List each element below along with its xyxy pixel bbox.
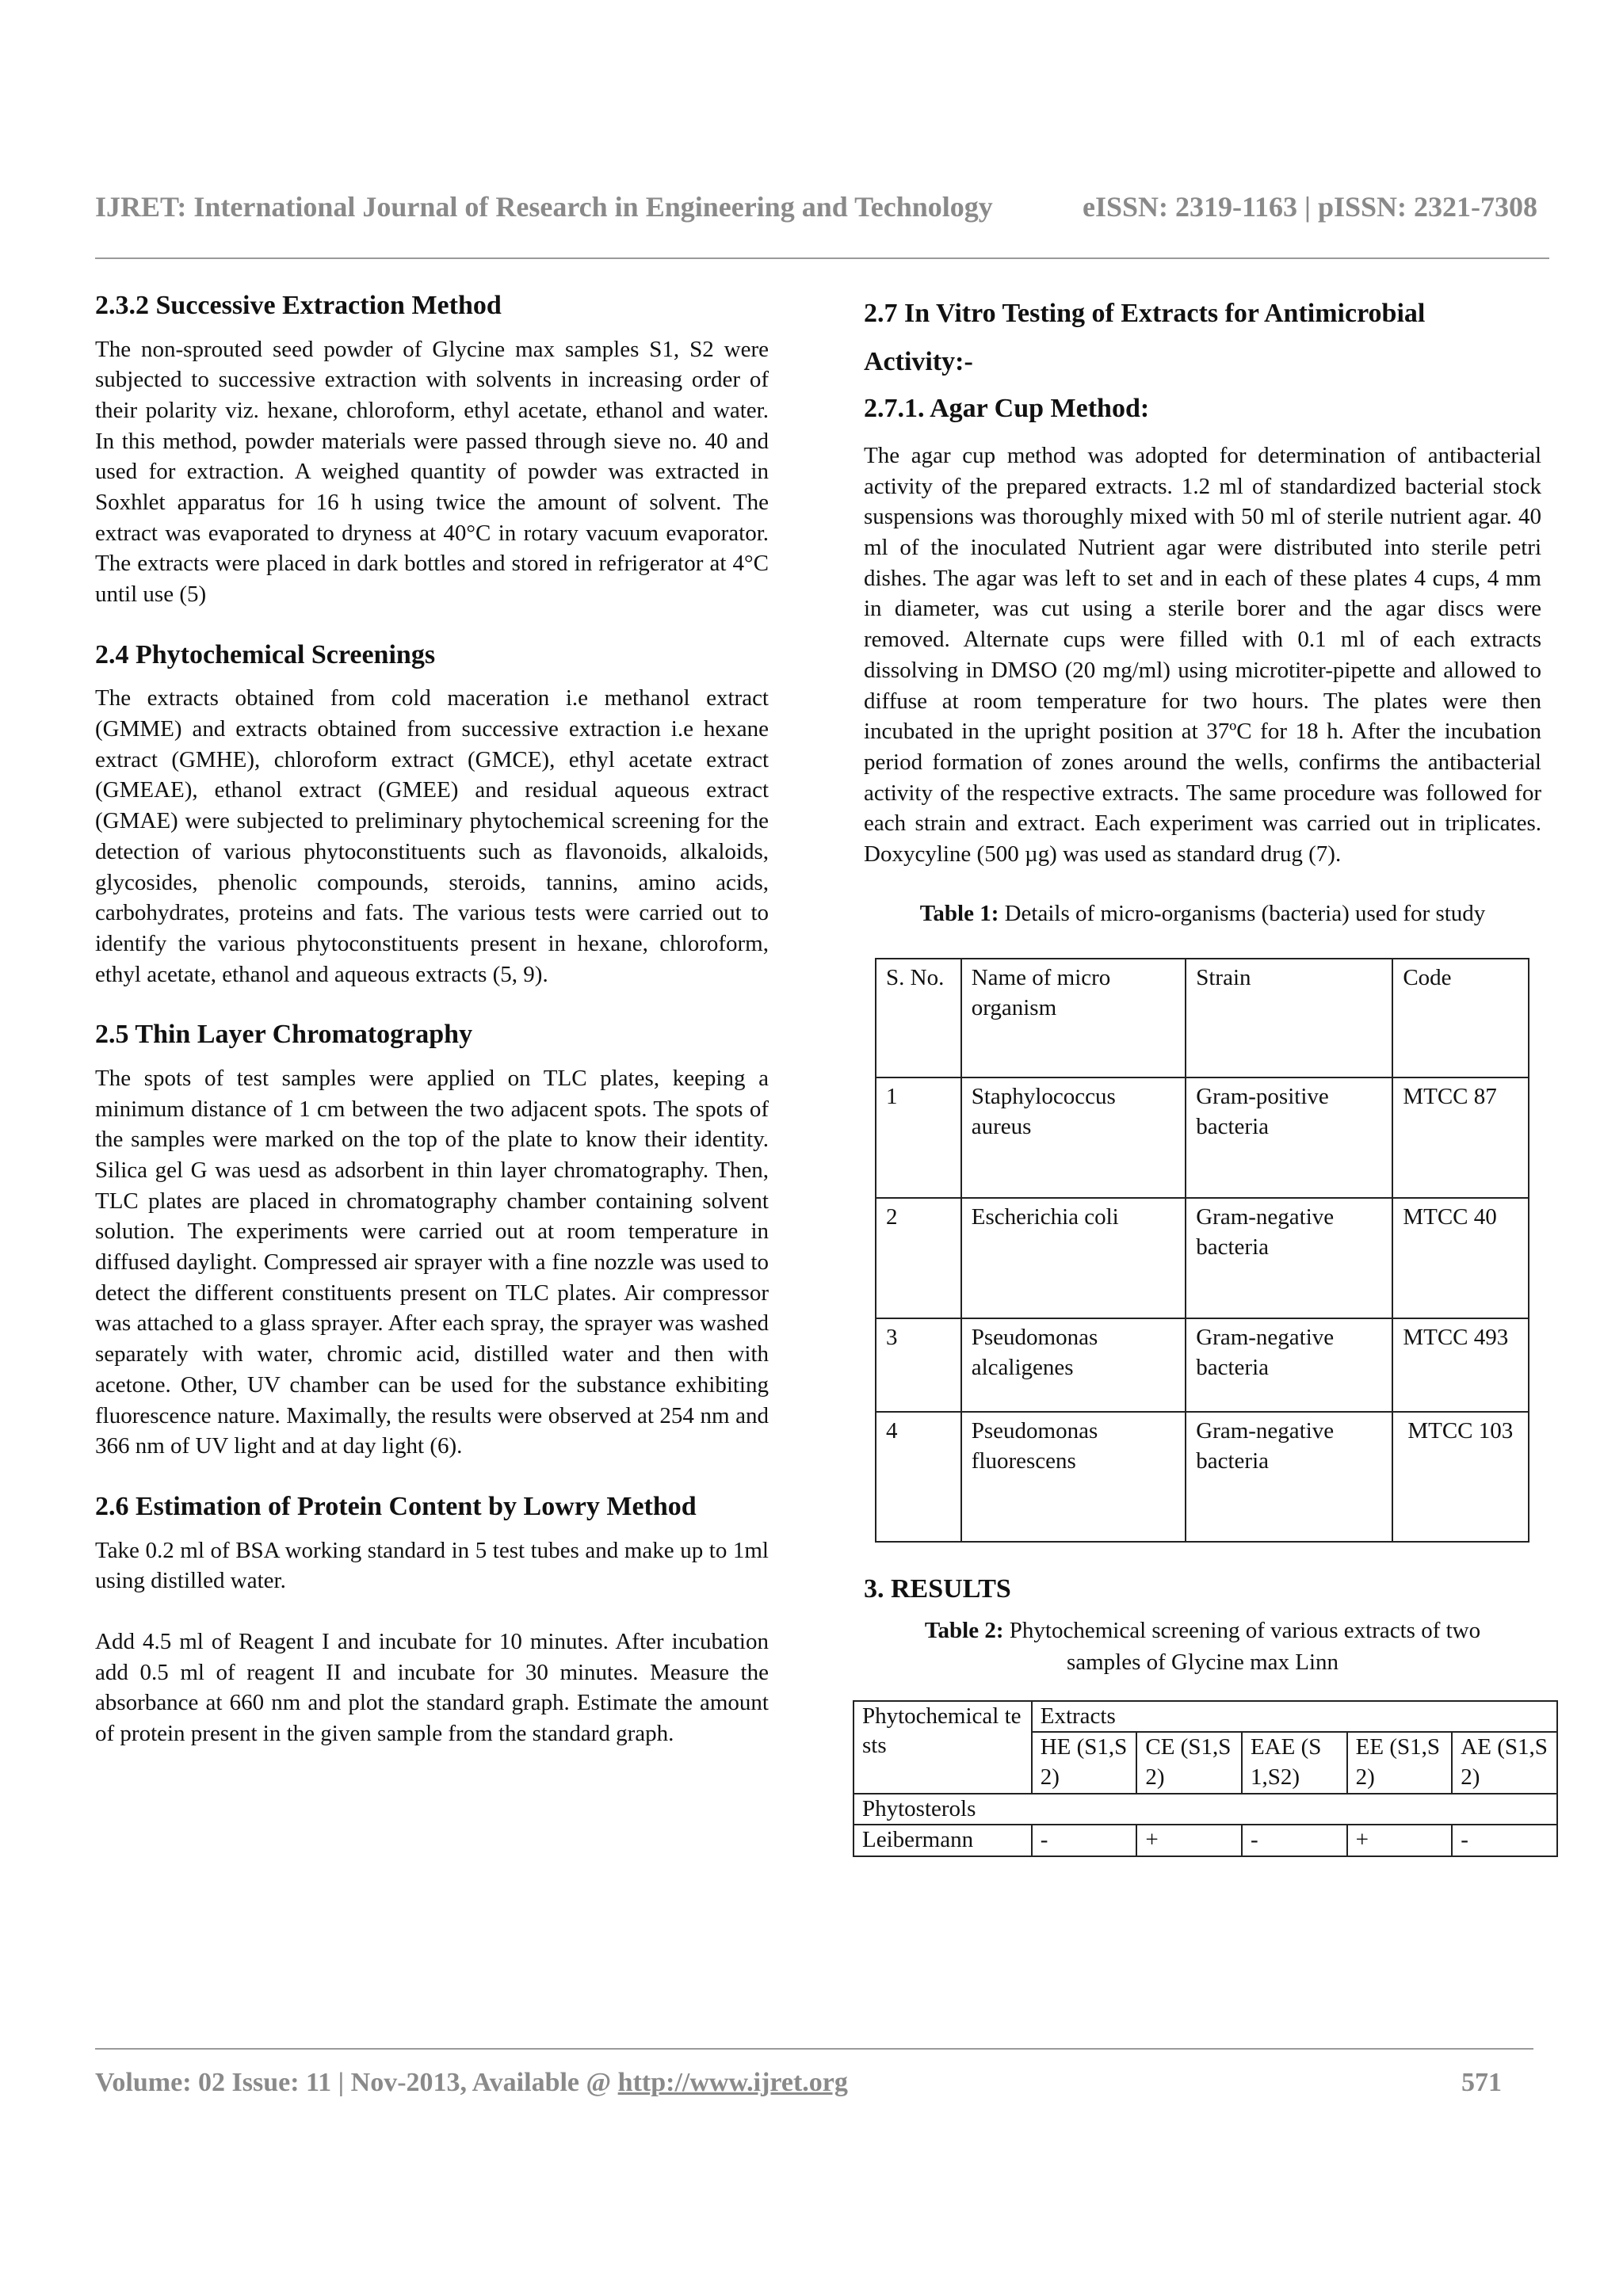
table-cell: Name of micro organism bbox=[961, 959, 1186, 1077]
table-cell: 3 bbox=[876, 1318, 961, 1412]
table-cell: - bbox=[1242, 1825, 1347, 1856]
table-cell: Phytosterols bbox=[854, 1794, 1557, 1825]
section-2-4-body: The extracts obtained from cold maceration i.e methanol extract (GMME) and extracts obtained from successive extraction i.e hexane extract (GMHE), chloroform extract (GMCE), ethyl acetate extract (GMEAE), ethanol extract (GMEE) and residual aqueous extract (GMAE) were subjected to preliminary phytochemical screening for the detection of various phytoconstituents such as flavonoids, alkaloids, glycosides, phenolic compounds, steroids, tannins, amino acids, carbohydrates, proteins and fats. The various tests were carried out to identify the various phytoconstituents present in hexane, chloroform, ethyl acetate, ethanol and aqueous extracts (5, 9). bbox=[95, 685, 769, 987]
table-cell: Leibermann bbox=[854, 1825, 1032, 1856]
section-2-6-title: 2.6 Estimation of Protein Content by Lowry Method bbox=[95, 1492, 697, 1521]
table-cell: Gram-negative bacteria bbox=[1186, 1412, 1392, 1542]
section-2-4-title: 2.4 Phytochemical Screenings bbox=[95, 639, 436, 669]
table-cell: + bbox=[1347, 1825, 1453, 1856]
table-1-caption: Table 1: Details of micro-organisms (bacteria) used for study bbox=[919, 900, 1486, 926]
table-row bbox=[876, 1412, 1529, 1542]
table-cell: Pseudomonas fluorescens bbox=[961, 1412, 1186, 1542]
table-cell: Escherichia coli bbox=[961, 1198, 1186, 1318]
table-1 bbox=[875, 958, 1529, 1543]
results-title: 3. RESULTS bbox=[864, 1573, 1011, 1604]
table-2-caption: Table 2: Phytochemical screening of various extracts of two samples of Glycine max Linn bbox=[924, 1618, 1481, 1675]
table-cell: - bbox=[1452, 1825, 1557, 1856]
table-2 bbox=[853, 1700, 1558, 1857]
table-cell: CE (S1,S2) bbox=[1136, 1732, 1242, 1793]
table-row bbox=[854, 1825, 1557, 1856]
table-row bbox=[876, 1198, 1529, 1318]
table-cell: EAE (S1,S2) bbox=[1242, 1732, 1347, 1793]
table-row bbox=[876, 1077, 1529, 1198]
footer-link[interactable]: http://www.ijret.org bbox=[617, 2068, 848, 2097]
table-row bbox=[854, 1794, 1557, 1825]
page-number: 571 bbox=[1461, 2068, 1502, 2097]
table-cell: Phytochemical tests bbox=[854, 1701, 1032, 1794]
table-cell: AE (S1,S2) bbox=[1452, 1732, 1557, 1793]
table-cell: MTCC 40 bbox=[1392, 1198, 1529, 1318]
issn: eISSN: 2319-1163 | pISSN: 2321-7308 bbox=[1083, 191, 1537, 223]
header-rule bbox=[95, 257, 1549, 259]
table-1-header-row bbox=[876, 959, 1529, 1077]
table-cell: Gram-positive bacteria bbox=[1186, 1077, 1392, 1198]
section-2-5-title: 2.5 Thin Layer Chromatography bbox=[95, 1020, 473, 1050]
section-2-3-2-body: The non-sprouted seed powder of Glycine max samples S1, S2 were subjected to successive extraction with solvents in increasing order of their polarity viz. hexane, chloroform, ethyl acetate, ethanol and water. In this method, powder materials were passed through sieve no. 40 and used for extraction. A weighed quantity of powder was extracted in Soxhlet apparatus for 16 h using twice the amount of solvent. The extract was evaporated to dryness at 40°C in rotary vacuum evaporator. The extracts were placed in dark bottles and stored in refrigerator at 4°C until use (5) bbox=[95, 336, 769, 608]
section-2-6-body-2: Add 4.5 ml of Reagent I and incubate for 10 minutes. After incubation add 0.5 ml of reagent II and incubate for 30 minutes. Measure the absorbance at 660 nm and plot the standard graph. Estimate the amount of protein present in the given sample from the standard graph. bbox=[95, 1628, 769, 1747]
table-cell: Extracts bbox=[1032, 1701, 1557, 1733]
table-cell: MTCC 103 bbox=[1392, 1412, 1529, 1542]
page-footer bbox=[95, 2068, 1502, 2098]
footer-rule bbox=[95, 2048, 1533, 2050]
section-2-7-title: 2.7 In Vitro Testing of Extracts for Antimicrobial Activity:- bbox=[864, 299, 1426, 377]
table-cell: Staphylococcus aureus bbox=[961, 1077, 1186, 1198]
table-row bbox=[876, 1318, 1529, 1412]
right-column bbox=[862, 289, 1548, 1857]
left-column bbox=[95, 289, 769, 1749]
table-cell: - bbox=[1032, 1825, 1137, 1856]
section-2-5-body: The spots of test samples were applied on TLC plates, keeping a minimum distance of 1 cm between the two adjacent spots. The spots of the samples were marked on the top of the plate to know their identity. Silica gel G was uesd as adsorbent in thin layer chromatography. Then, TLC plates are placed in chromatography chamber containing solvent solution. The experiments were carried out at room temperature in diffused daylight. Compressed air sprayer with a fine nozzle was used to detect the different constituents present on TLC plates. Air compressor was attached to a glass sprayer. After each spray, the sprayer was washed separately with water, chromic acid, distilled water and then with acetone. Other, UV chamber can be used for the substance exhibiting fluorescence nature. Maximally, the results were observed at 254 nm and 366 nm of UV light and at day light (6). bbox=[95, 1065, 769, 1459]
table-cell: Gram-negative bacteria bbox=[1186, 1318, 1392, 1412]
table-cell: MTCC 87 bbox=[1392, 1077, 1529, 1198]
table-cell: 2 bbox=[876, 1198, 961, 1318]
table-cell: S. No. bbox=[876, 959, 961, 1077]
section-2-7-1-body: The agar cup method was adopted for determination of antibacterial activity of the prepared extracts. 1.2 ml of standardized bacterial stock suspensions was thoroughly mixed with 50 ml of sterile nutrient agar. 40 ml of the inoculated Nutrient agar were distributed into sterile petri dishes. The agar was left to set and in each of these plates 4 cups, 4 mm in diameter, was cut using a sterile borer and the agar discs were removed. Alternate cups were filled with 0.1 ml of each extracts dissolving in DMSO (20 mg/ml) using microtiter-pipette and allowed to diffuse at room temperature for two hours. The plates were then incubated in the upright position at 37ºC for 18 h. After the incubation period formation of zones around the wells, confirms the antibacterial activity of the respective extracts. The same procedure was followed for each strain and extract. Each experiment was carried out in triplicates. Doxycyline (500 µg) was used as standard drug (7). bbox=[864, 442, 1541, 868]
table-cell: 4 bbox=[876, 1412, 961, 1542]
table-cell: + bbox=[1136, 1825, 1242, 1856]
table-cell: Gram-negative bacteria bbox=[1186, 1198, 1392, 1318]
table-2-header-row bbox=[854, 1701, 1557, 1733]
table-cell: Strain bbox=[1186, 959, 1392, 1077]
table-cell: EE (S1,S2) bbox=[1347, 1732, 1453, 1793]
table-cell: MTCC 493 bbox=[1392, 1318, 1529, 1412]
journal-title: IJRET: International Journal of Research in Engineering and Technology bbox=[95, 191, 993, 223]
section-2-3-2-title: 2.3.2 Successive Extraction Method bbox=[95, 291, 502, 320]
footer-volume: Volume: 02 Issue: 11 | Nov-2013, Available @ bbox=[95, 2068, 618, 2097]
table-cell: 1 bbox=[876, 1077, 961, 1198]
table-cell: Code bbox=[1392, 959, 1529, 1077]
section-2-7-1-title: 2.7.1. Agar Cup Method: bbox=[864, 394, 1150, 424]
table-cell: Pseudomonas alcaligenes bbox=[961, 1318, 1186, 1412]
section-2-6-body-1: Take 0.2 ml of BSA working standard in 5 test tubes and make up to 1ml using distilled water. bbox=[95, 1537, 769, 1594]
table-cell: HE (S1,S2) bbox=[1032, 1732, 1137, 1793]
